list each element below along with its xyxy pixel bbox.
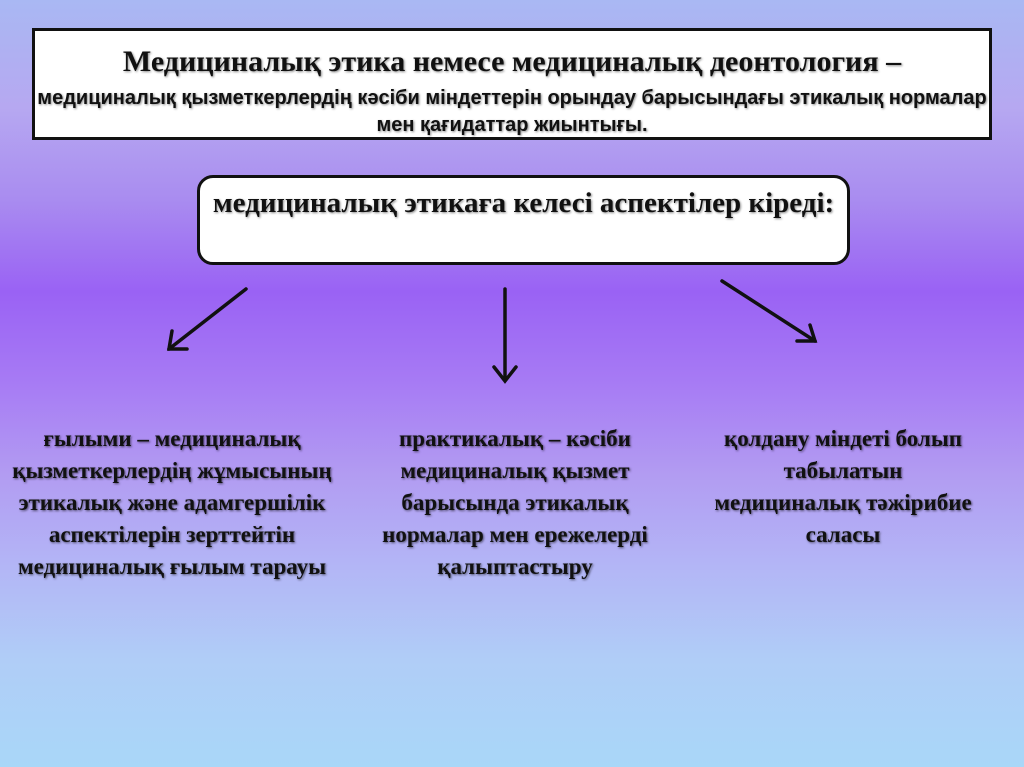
definition-text: медициналық қызметкерлердің кәсіби міндеттерін орындау барысындағы этикалық нормалар мен қағидаттар жиынтығы. <box>37 87 987 136</box>
aspect-practical: практикалық – кәсіби медициналық қызмет барысында этикалық нормалар мен ережелерді қалыптастыру <box>382 426 648 579</box>
aspect-applied: қолдану міндеті болып табылатын медициналық тәжірибие саласы <box>714 426 972 547</box>
arrow-down-icon <box>494 289 516 381</box>
definition-title: Медициналық этика немесе медициналық деонтология – <box>122 45 902 78</box>
aspect-scientific: ғылыми – медициналық қызметкерлердің жұмысының этикалық және адамгершілік аспектілерін зерттейтін медициналық ғылым тарауы <box>12 426 332 579</box>
arrow-right-icon <box>722 281 815 341</box>
arrow-left-icon <box>169 289 246 349</box>
aspects-heading-text: медициналық этикаға келесі аспектілер кіреді: <box>212 187 835 219</box>
